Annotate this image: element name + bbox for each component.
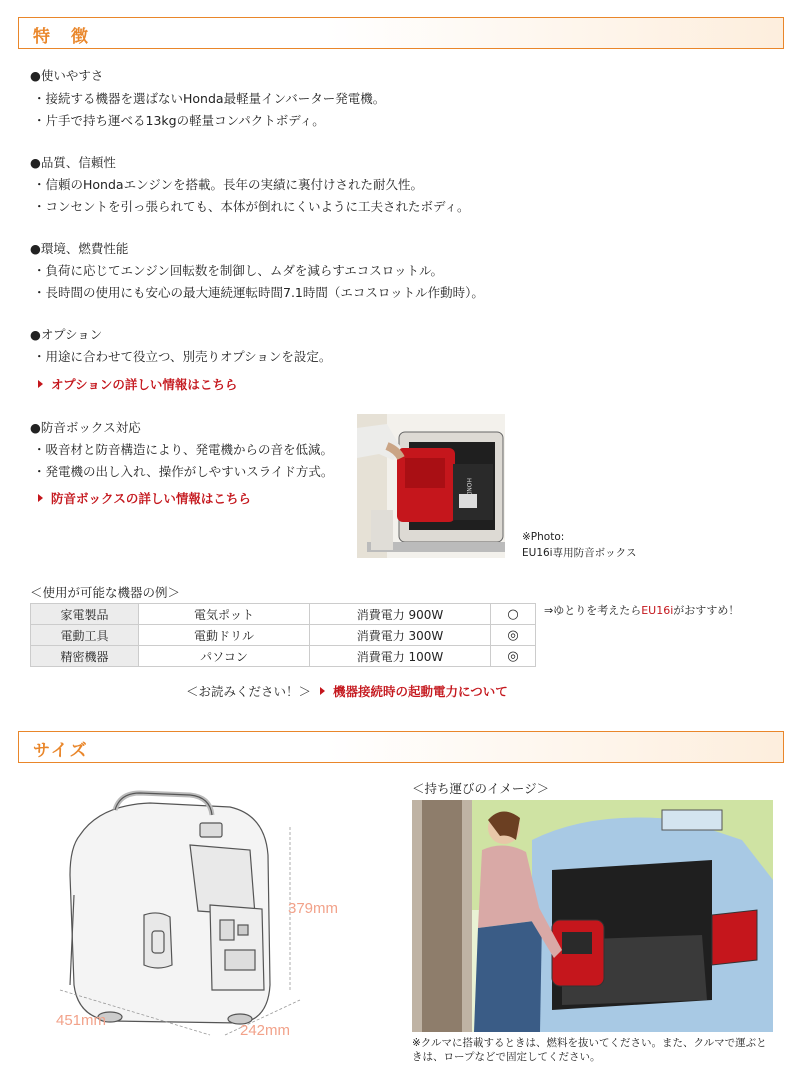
feature-bullet: ・コンセントを引っ張られても、本体が倒れにくいように工夫されたボディ。 [33,199,470,214]
device-category: 家電製品 [31,604,139,625]
triangle-icon [320,687,325,695]
feature-heading-environment: ●環境、燃費性能 [30,241,129,256]
device-category: 精密機器 [31,646,139,667]
table-row [31,625,536,646]
device-mark: ◎ [491,625,536,646]
feature-heading-quality: ●品質、信頼性 [30,155,116,170]
height-dimension: 379mm [288,900,339,917]
svg-text:HONDA: HONDA [465,478,472,501]
length-dimension: 451mm [56,1012,107,1029]
size-title: サイズ [33,741,89,761]
feature-bullet: ・接続する機器を選ばないHonda最軽量インバーター発電機。 [33,91,386,106]
feature-bullet: ・負荷に応じてエンジン回転数を制御し、ムダを減らすエコスロットル。 [33,263,444,278]
soundbox-photo [357,414,505,558]
features-section-header [18,17,784,49]
feature-bullet: ・発電機の出し入れ、操作がしやすいスライド方式。 [33,464,334,479]
carry-title: ＜持ち運びのイメージ＞ [412,781,550,796]
feature-heading-usability: ●使いやすさ [30,68,104,83]
table-row [31,646,536,667]
device-item: パソコン [139,646,310,667]
device-power: 消費電力 900W [310,604,491,625]
carry-note-line1: ※クルマに搭載するときは、燃料を抜いてください。また、クルマで運ぶと [412,1037,767,1049]
features-title: 特 徴 [33,27,90,47]
recommend-note [544,602,739,618]
feature-bullet: ・信頼のHondaエンジンを搭載。長年の実績に裏付けされた耐久性。 [33,177,423,192]
recommend-prefix: ⇒ゆとりを考えたら [544,604,642,617]
recommend-suffix: がおすすめ！ [673,604,740,617]
option-info-link-label: オプションの詳しい情報はこちら [51,377,238,392]
startup-power-link[interactable] [320,682,508,700]
width-dimension: 242mm [240,1022,291,1039]
device-item: 電動ドリル [139,625,310,646]
read-note: ＜お読みください！＞ [186,684,312,699]
table-row [31,604,536,625]
device-power: 消費電力 100W [310,646,491,667]
device-item: 電気ポット [139,604,310,625]
device-power: 消費電力 300W [310,625,491,646]
soundbox-info-link-label: 防音ボックスの詳しい情報はこちら [51,491,251,506]
device-category: 電動工具 [31,625,139,646]
startup-power-link-label: 機器接続時の起動電力について [333,684,508,699]
option-info-link[interactable] [38,375,237,393]
device-mark: ○ [491,604,536,625]
devices-table [30,603,536,667]
carry-illustration [412,800,773,1032]
photo-caption-model: EU16i専用防音ボックス [522,547,637,559]
carry-note-line2: きは、ロープなどで固定してください。 [412,1051,601,1063]
feature-heading-option: ●オプション [30,327,103,342]
triangle-icon [38,380,43,388]
photo-caption-label: ※Photo: [522,531,565,543]
recommend-model: EU16i [641,604,674,617]
feature-heading-soundbox: ●防音ボックス対応 [30,420,141,435]
feature-bullet: ・長時間の使用にも安心の最大連続運転時間7.1時間（エコスロットル作動時）。 [33,285,484,300]
feature-bullet: ・片手で持ち運べる13kgの軽量コンパクトボディ。 [33,113,325,128]
triangle-icon [38,494,43,502]
feature-bullet: ・用途に合わせて役立つ、別売りオプションを設定。 [33,349,332,364]
devices-title: ＜使用が可能な機器の例＞ [30,585,181,600]
size-section-header [18,731,784,763]
device-mark: ◎ [491,646,536,667]
soundbox-info-link[interactable] [38,489,251,507]
feature-bullet: ・吸音材と防音構造により、発電機からの音を低減。 [33,442,334,457]
